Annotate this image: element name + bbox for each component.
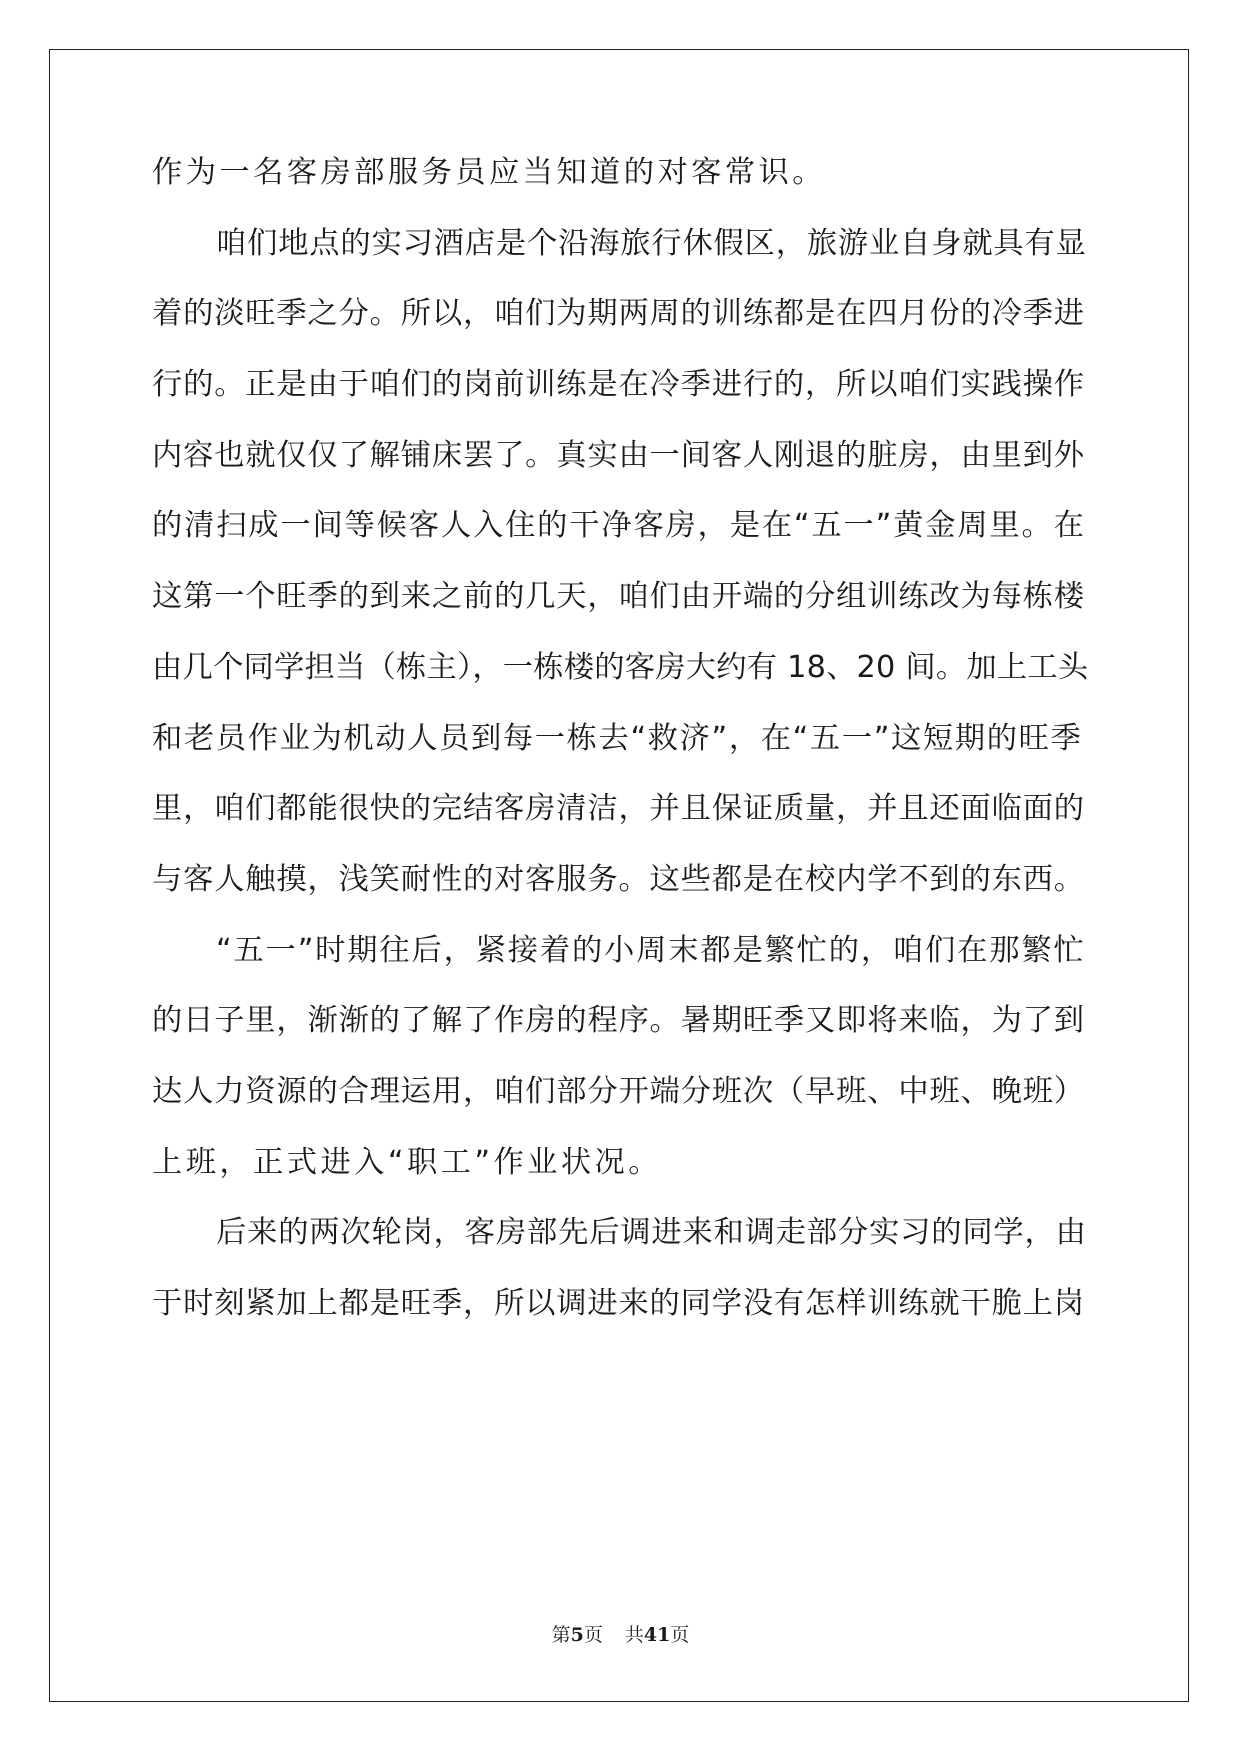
text-line: 的日子里，渐渐的了解了作房的程序。暑期旺季又即将来临，为了到 (152, 1003, 1085, 1039)
text-line: 上班，正式进入“职工”作业状况。 (152, 1144, 662, 1180)
text-line: “五一”时期往后，紧接着的小周末都是繁忙的，咱们在那繁忙 (216, 932, 1086, 968)
text-line: 咱们地点的实习酒店是个沿海旅行休假区，旅游业自身就具有显 (216, 225, 1087, 261)
total-suffix: 页 (670, 1624, 690, 1646)
text-line: 由几个同学担当（栋主），一栋楼的客房大约有 18、20 间。加上工头 (152, 649, 1089, 685)
page-prefix: 第 (551, 1624, 571, 1646)
text-line: 里，咱们都能很快的完结客房清洁，并且保证质量，并且还面临面的 (152, 791, 1085, 827)
text-line: 于时刻紧加上都是旺季，所以调进来的同学没有怎样训练就干脆上岗 (152, 1286, 1085, 1321)
text-line: 这第一个旺季的到来之前的几天，咱们由开端的分组训练改为每栋楼 (152, 579, 1085, 615)
page-suffix: 页 (583, 1624, 603, 1646)
document-body (152, 155, 1088, 1357)
text-line: 的清扫成一间等候客人入住的干净客房，是在“五一”黄金周里。在 (152, 508, 1086, 544)
text-line: 内容也就仅仅了解铺床罢了。真实由一间客人刚退的脏房，由里到外 (152, 437, 1085, 473)
text-line: 与客人触摸，浅笑耐性的对客服务。这些都是在校内学不到的东西。 (152, 861, 1085, 897)
page-number: 5 (570, 1624, 584, 1646)
total-prefix: 共 (624, 1624, 644, 1646)
text-line: 行的。正是由于咱们的岗前训练是在冷季进行的，所以咱们实践操作 (152, 367, 1085, 403)
page-footer (0, 1620, 1241, 1647)
text-line: 和老员作业为机动人员到每一栋去“救济”，在“五一”这短期的旺季 (152, 720, 1083, 756)
text-line: 后来的两次轮岗，客房部先后调进来和调走部分实习的同学，由 (216, 1215, 1087, 1251)
text-line: 达人力资源的合理运用，咱们部分开端分班次（早班、中班、晚班） (152, 1073, 1085, 1109)
text-line: 着的淡旺季之分。所以，咱们为期两周的训练都是在四月份的冷季进 (152, 296, 1085, 332)
text-line: 作为一名客房部服务员应当知道的对客常识。 (152, 155, 826, 190)
total-pages: 41 (643, 1624, 671, 1646)
